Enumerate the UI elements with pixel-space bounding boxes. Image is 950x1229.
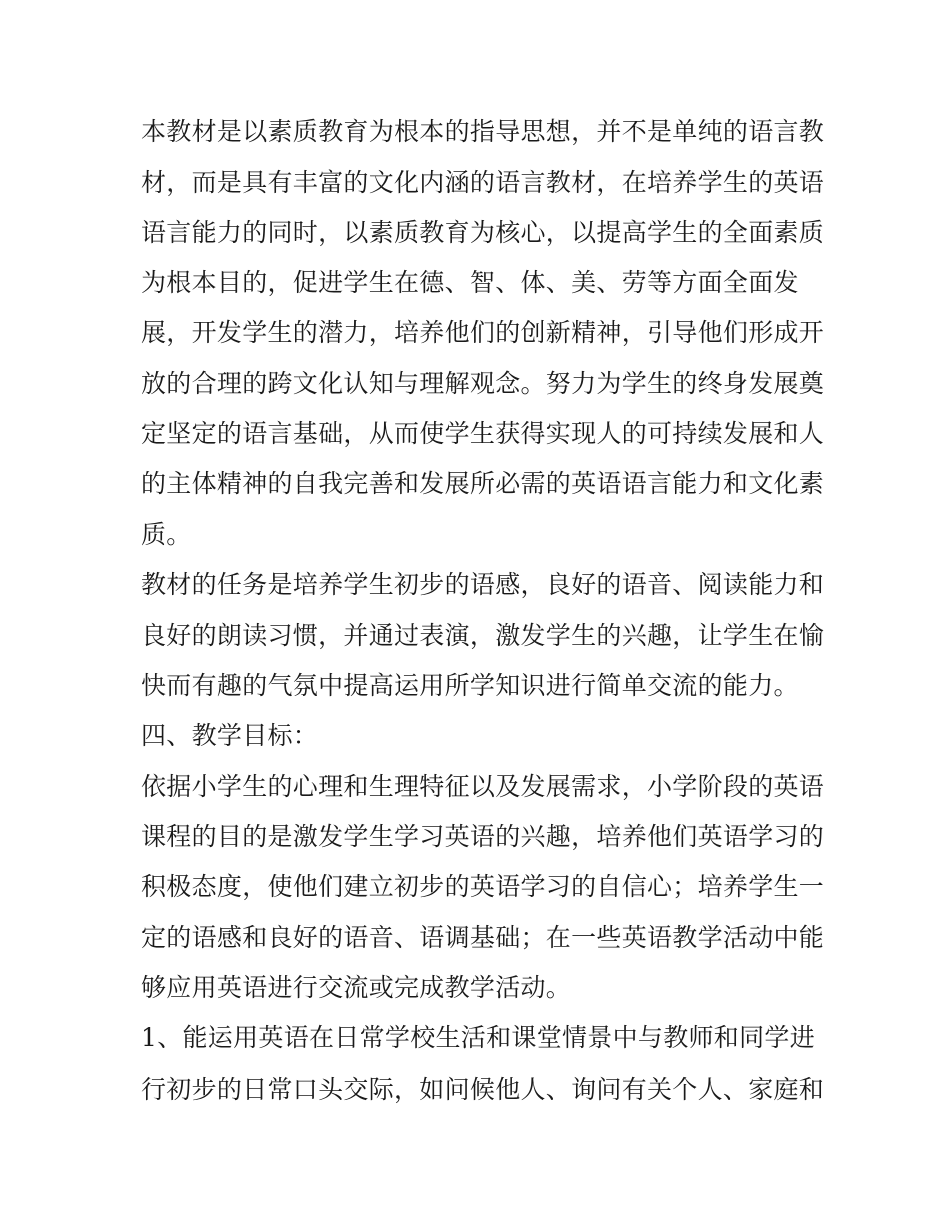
- paragraph-line: 定的语感和良好的语音、语调基础；在一些英语教学活动中能: [141, 923, 825, 952]
- paragraph-line: 课程的目的是激发学生学习英语的兴趣，培养他们英语学习的: [141, 822, 825, 851]
- paragraph-line: 的主体精神的自我完善和发展所必需的英语语言能力和文化素: [141, 469, 825, 498]
- paragraph-line: 够应用英语进行交流或完成教学活动。: [141, 973, 572, 1002]
- paragraph-line: 放的合理的跨文化认知与理解观念。努力为学生的终身发展奠: [141, 369, 825, 398]
- paragraph-line: 定坚定的语言基础，从而使学生获得实现人的可持续发展和人: [141, 419, 825, 448]
- paragraph-line: 为根本目的，促进学生在德、智、体、美、劳等方面全面发: [141, 268, 799, 297]
- list-item-line: 1、能运用英语在日常学校生活和课堂情景中与教师和同学进: [141, 1023, 816, 1052]
- paragraph-line: 依据小学生的心理和生理特征以及发展需求，小学阶段的英语: [141, 772, 825, 801]
- paragraph-line: 本教材是以素质教育为根本的指导思想，并不是单纯的语言教: [141, 117, 825, 146]
- paragraph-line: 教材的任务是培养学生初步的语感，良好的语音、阅读能力和: [141, 570, 825, 599]
- paragraph-line: 语言能力的同时，以素质教育为核心，以提高学生的全面素质: [141, 218, 825, 247]
- list-item-line: 行初步的日常口头交际，如问候他人、询问有关个人、家庭和: [141, 1075, 825, 1104]
- paragraph-line: 材，而是具有丰富的文化内涵的语言教材，在培养学生的英语: [141, 168, 825, 197]
- paragraph-line: 展，开发学生的潜力，培养他们的创新精神，引导他们形成开: [141, 318, 825, 347]
- paragraph-line: 质。: [141, 520, 192, 549]
- paragraph-line: 良好的朗读习惯，并通过表演，激发学生的兴趣，让学生在愉: [141, 621, 825, 650]
- paragraph-line: 快而有趣的气氛中提高运用所学知识进行简单交流的能力。: [141, 671, 799, 700]
- section-heading: 四、教学目标：: [141, 721, 319, 750]
- paragraph-line: 积极态度，使他们建立初步的英语学习的自信心；培养学生一: [141, 872, 825, 901]
